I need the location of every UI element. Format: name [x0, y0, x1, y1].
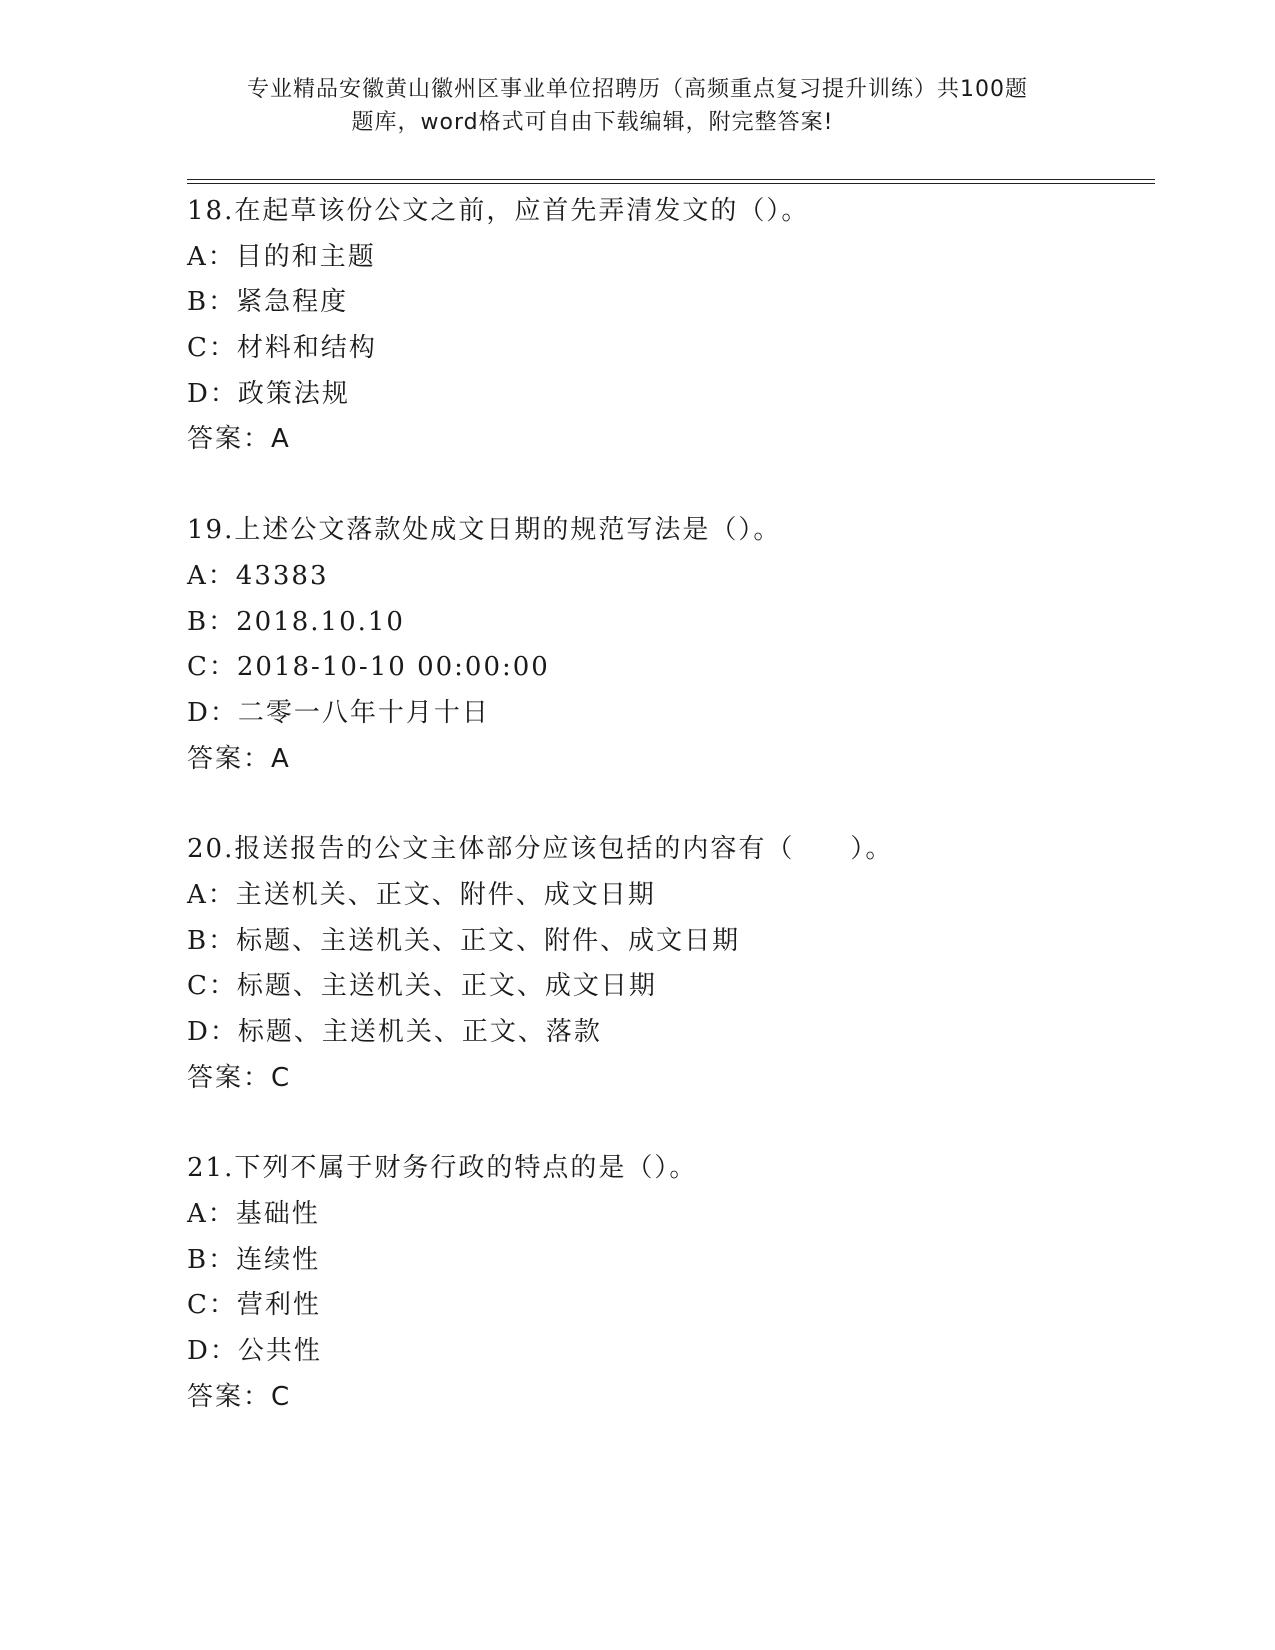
option-c: C：材料和结构	[187, 333, 377, 364]
header-title-line-2: 题库，word格式可自由下载编辑，附完整答案!	[351, 110, 834, 135]
answer: 答案：C	[187, 1062, 292, 1093]
option-d: D：公共性	[187, 1336, 322, 1367]
option-d: D：政策法规	[187, 378, 350, 409]
question-stem: 19.上述公文落款处成文日期的规范写法是（）。	[187, 515, 782, 546]
option-b: B：标题、主送机关、正文、附件、成文日期	[187, 925, 741, 956]
document-header	[0, 73, 1275, 139]
option-c: C：2018-10-10 00:00:00	[187, 652, 550, 683]
option-a: A：主送机关、正文、附件、成文日期	[187, 879, 656, 910]
option-d: D：二零一八年十月十日	[187, 697, 490, 728]
question-stem: 18.在起草该份公文之前，应首先弄清发文的（）。	[187, 196, 810, 226]
question-18	[187, 189, 1167, 463]
option-a: A：43383	[187, 560, 329, 591]
question-21	[187, 1146, 1167, 1420]
answer: 答案：C	[187, 1381, 292, 1412]
option-d: D：标题、主送机关、正文、落款	[187, 1017, 602, 1047]
option-c: C：标题、主送机关、正文、成文日期	[187, 971, 657, 1002]
option-a: A：基础性	[187, 1199, 320, 1230]
answer: 答案：A	[187, 743, 291, 774]
answer: 答案：A	[187, 424, 291, 455]
header-title-line-1: 专业精品安徽黄山徽州区事业单位招聘历（高频重点复习提升训练）共100题	[247, 77, 1028, 102]
question-stem: 20.报送报告的公文主体部分应该包括的内容有（ ）。	[187, 834, 894, 865]
option-a: A：目的和主题	[187, 241, 376, 272]
option-b: B：2018.10.10	[187, 606, 405, 637]
question-list	[187, 189, 1167, 1466]
option-b: B：紧急程度	[187, 287, 349, 318]
question-19	[187, 508, 1167, 782]
option-b: B：连续性	[187, 1244, 321, 1275]
header-divider-bottom	[187, 183, 1155, 184]
option-c: C：营利性	[187, 1290, 321, 1321]
header-divider-top	[187, 179, 1155, 180]
question-20	[187, 827, 1167, 1101]
question-stem: 21.下列不属于财务行政的特点的是（）。	[187, 1153, 698, 1184]
